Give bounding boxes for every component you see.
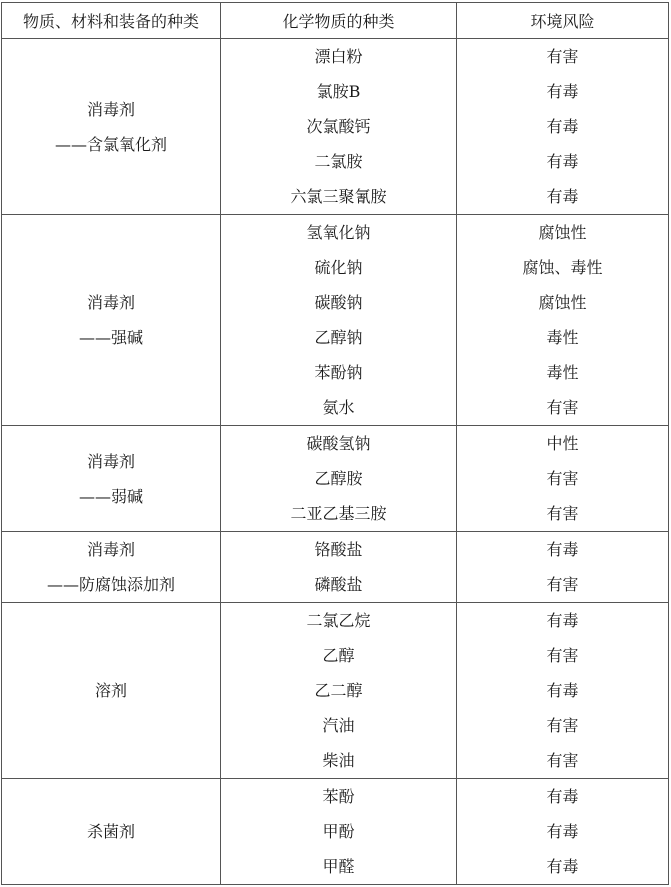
chemical-name: 汽油	[322, 716, 355, 735]
chemical-name: 乙二醇	[314, 681, 363, 700]
category-cell	[2, 426, 221, 532]
risk-value: 有毒	[546, 187, 579, 206]
risk-value: 毒性	[546, 328, 579, 347]
category-cell	[2, 603, 221, 779]
chemical-cell	[221, 603, 457, 779]
risk-value: 腐蚀性	[538, 293, 587, 312]
chemical-name: 甲醛	[322, 857, 355, 876]
risk-value: 有毒	[546, 857, 579, 876]
risk-cell	[457, 39, 669, 215]
chemical-name: 氯胺B	[316, 82, 361, 101]
chemical-name: 磷酸盐	[314, 575, 363, 594]
risk-value: 腐蚀性	[538, 223, 587, 242]
chemical-name: 二氯胺	[314, 152, 363, 171]
chemical-name: 氢氧化钠	[306, 223, 371, 242]
chemical-name: 铬酸盐	[314, 540, 363, 559]
table-row	[2, 39, 669, 215]
category-label: 消毒剂	[86, 99, 135, 119]
chemical-name: 碳酸氢钠	[306, 434, 371, 453]
risk-cell	[457, 426, 669, 532]
chemical-name: 漂白粉	[314, 47, 363, 66]
risk-value: 有毒	[546, 822, 579, 841]
category-label: 消毒剂	[86, 451, 135, 471]
risk-value: 有害	[546, 504, 579, 523]
risk-value: 有毒	[546, 152, 579, 171]
chemical-name: 次氯酸钙	[306, 117, 371, 136]
risk-value: 中性	[546, 434, 579, 453]
chemical-name: 氨水	[322, 398, 355, 417]
chemical-name: 乙醇钠	[314, 328, 363, 347]
subcategory-label: ——强碱	[78, 328, 143, 347]
subcategory-label: ——弱碱	[78, 486, 143, 506]
table-row	[2, 426, 669, 532]
chemical-name: 二亚乙基三胺	[290, 504, 387, 523]
chemical-name: 甲酚	[322, 822, 355, 841]
risk-value: 有害	[546, 47, 579, 66]
category-label: 消毒剂	[86, 293, 135, 312]
chemical-name: 苯酚钠	[314, 363, 363, 382]
risk-value: 有毒	[546, 611, 579, 630]
risk-cell	[457, 779, 669, 885]
table-row	[2, 779, 669, 885]
chemical-name: 苯酚	[322, 787, 355, 806]
chemical-risk-table	[1, 2, 669, 885]
chemical-name: 乙醇胺	[314, 469, 363, 488]
chemical-name: 六氯三聚氰胺	[290, 187, 387, 206]
table-body	[2, 39, 669, 885]
risk-value: 有害	[546, 575, 579, 594]
chemical-cell	[221, 426, 457, 532]
risk-cell	[457, 603, 669, 779]
table-row	[2, 603, 669, 779]
risk-value: 有害	[546, 646, 579, 665]
header-chemical: 化学物质的种类	[221, 3, 457, 39]
category-cell	[2, 532, 221, 603]
risk-value: 腐蚀、毒性	[522, 258, 603, 277]
category-label: 消毒剂	[86, 540, 135, 559]
category-label: 溶剂	[94, 681, 127, 700]
risk-value: 有毒	[546, 540, 579, 559]
chemical-name: 碳酸钠	[314, 293, 363, 312]
chemical-name: 乙醇	[322, 646, 355, 665]
risk-cell	[457, 532, 669, 603]
risk-value: 有害	[546, 716, 579, 735]
chemical-cell	[221, 779, 457, 885]
risk-value: 有毒	[546, 82, 579, 101]
table-row	[2, 532, 669, 603]
risk-cell	[457, 215, 669, 426]
subcategory-label: ——防腐蚀添加剂	[46, 575, 175, 594]
category-label: 杀菌剂	[86, 822, 135, 841]
header-category: 物质、材料和装备的种类	[2, 3, 221, 39]
subcategory-label: ——含氯氧化剂	[54, 134, 167, 154]
table-row	[2, 215, 669, 426]
category-cell	[2, 779, 221, 885]
category-cell	[2, 215, 221, 426]
chemical-name: 二氯乙烷	[306, 611, 371, 630]
chemical-cell	[221, 39, 457, 215]
risk-value: 有毒	[546, 787, 579, 806]
chemical-cell	[221, 215, 457, 426]
risk-value: 有害	[546, 751, 579, 770]
category-cell	[2, 39, 221, 215]
chemical-name: 硫化钠	[314, 258, 363, 277]
header-risk: 环境风险	[457, 3, 669, 39]
risk-value: 有害	[546, 398, 579, 417]
risk-value: 毒性	[546, 363, 579, 382]
table-header-row	[2, 3, 669, 39]
chemical-cell	[221, 532, 457, 603]
chemical-name: 柴油	[322, 751, 355, 770]
risk-value: 有害	[546, 469, 579, 488]
risk-value: 有毒	[546, 681, 579, 700]
risk-value: 有毒	[546, 117, 579, 136]
